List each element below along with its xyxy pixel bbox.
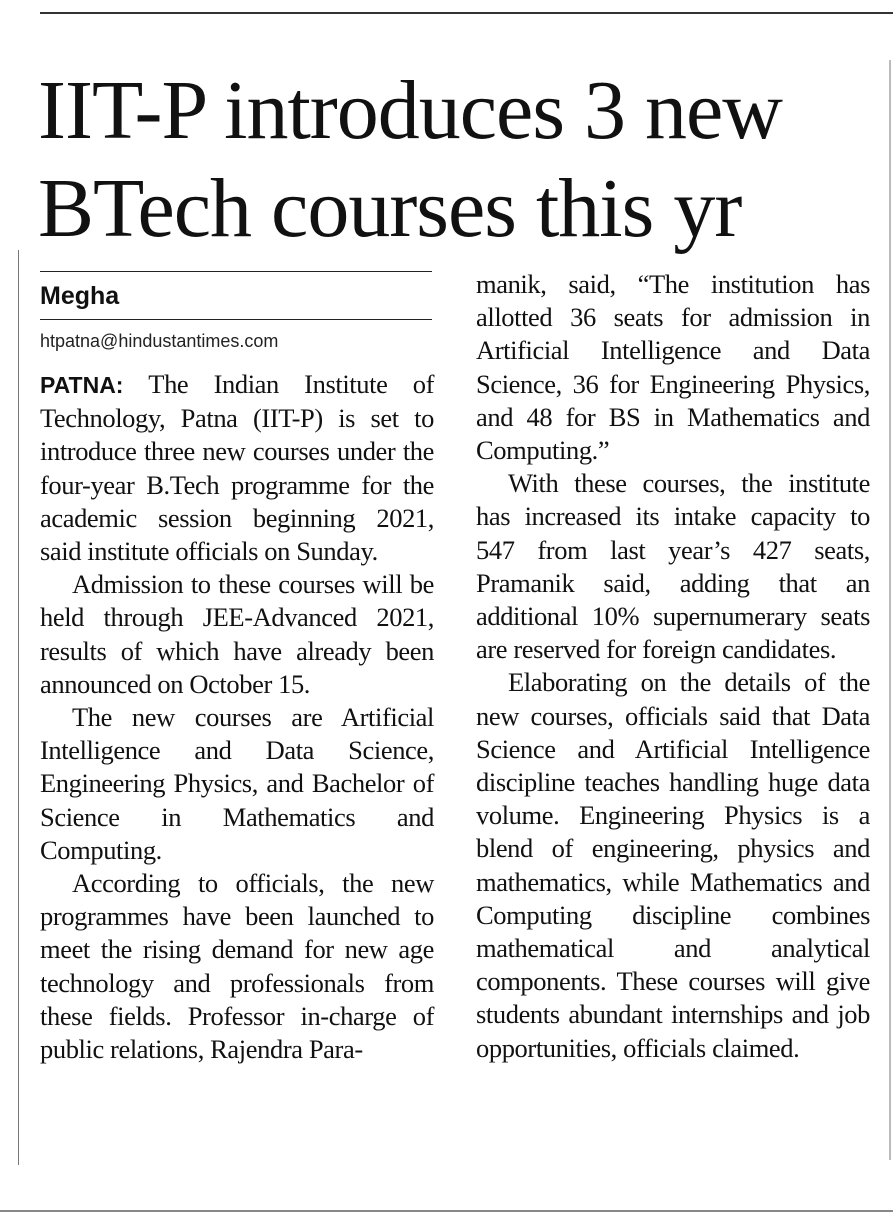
paragraph-2: Admission to these courses will be held through JEE-Advanced 2021, results of which have already been announced on October 15.	[40, 569, 434, 699]
paragraph-6: Elaborating on the details of the new courses, officials said that Data Science and Artificial Intelligence discipline teaches handling huge data volume. Engineering Physics is a blend of engineering, physics and mathematics, while Mathematics and Computing discipline combines mathematical and analytical components. These courses will give students abundant internships and job opportunities, officials claimed.	[476, 667, 870, 1063]
top-rule	[40, 12, 893, 14]
left-column	[40, 368, 434, 1066]
byline-top-rule	[40, 271, 432, 272]
right-page-edge	[889, 60, 891, 1160]
paragraph-5: With these courses, the institute has increased its intake capacity to 547 from last year’s 427 seats, Pramanik said, adding that an additional 10% supernumerary seats are reserved for foreign candidates.	[476, 468, 870, 665]
headline: IIT-P introduces 3 new BTech courses this yr	[38, 64, 782, 255]
dateline: PATNA:	[40, 372, 124, 398]
author-name: Megha	[40, 282, 120, 310]
paragraph-4: According to officials, the new programmes have been launched to meet the rising demand for new age technology and professionals from these fields. Professor in-charge of public relations, Rajendra Para-	[40, 868, 434, 1065]
paragraph-1	[40, 368, 434, 568]
right-column	[476, 268, 870, 1065]
paragraph-4-continued: manik, said, “The institution has allotted 36 seats for admission in Artificial Intelligence and Data Science, 36 for Engineering Physics, and 48 for BS in Mathematics and Computing.”	[476, 269, 870, 466]
bottom-rule	[0, 1210, 893, 1212]
paragraph-3: The new courses are Artificial Intelligence and Data Science, Engineering Physics, and Bachelor of Science in Mathematics and Computing.	[40, 702, 434, 865]
paragraph-1-text: The Indian Institute of Technology, Patna (IIT-P) is set to introduce three new courses under the four-year B.Tech programme for the academic session beginning 2021, said institute officials on Sunday.	[40, 369, 435, 567]
left-page-edge	[18, 250, 19, 1165]
byline-bottom-rule	[40, 319, 432, 320]
author-email: htpatna@hindustantimes.com	[40, 331, 279, 351]
